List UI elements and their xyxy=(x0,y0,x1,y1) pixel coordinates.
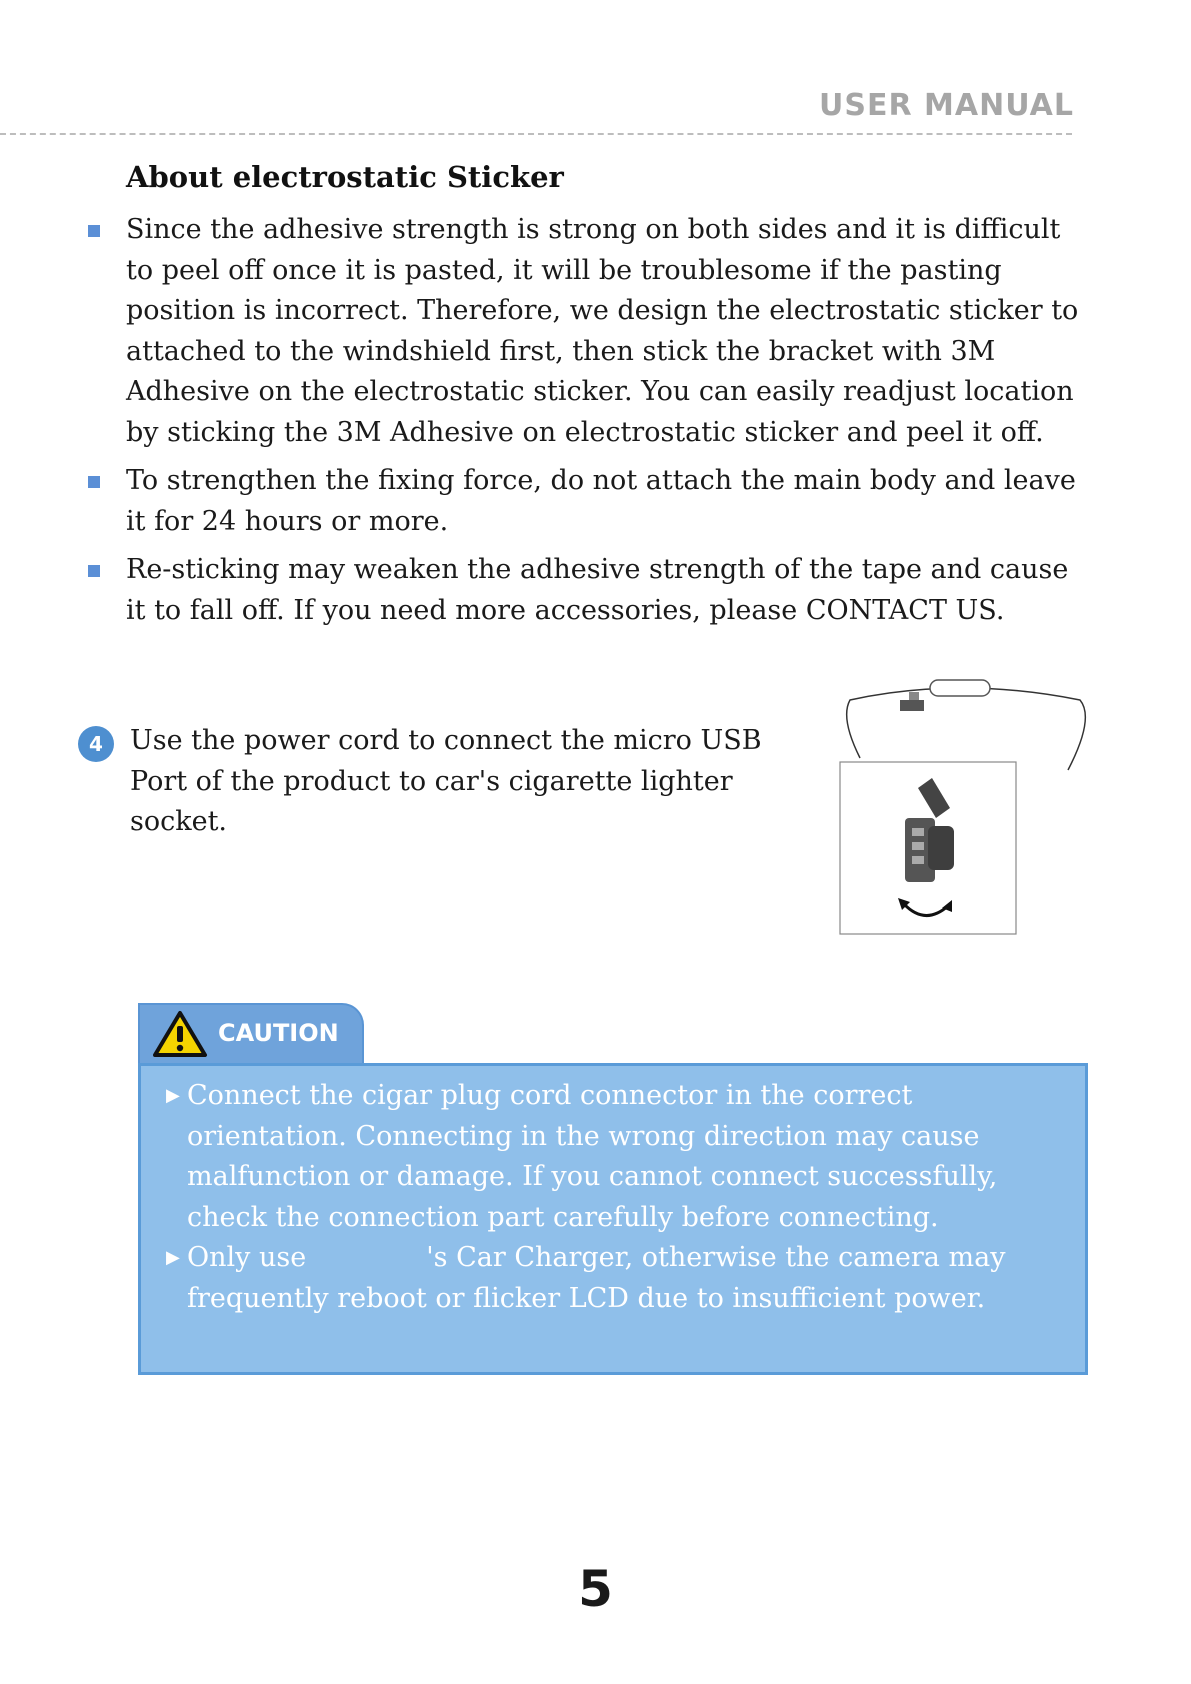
bullet-item xyxy=(86,550,1096,631)
warning-triangle-icon xyxy=(152,1009,208,1063)
square-bullet-icon xyxy=(88,225,100,237)
caution-item xyxy=(141,1238,1071,1319)
caution-item xyxy=(141,1076,1071,1238)
caution-tab xyxy=(138,1003,364,1065)
bullet-item xyxy=(86,210,1096,453)
windshield-camera-icon xyxy=(820,678,1105,938)
triangle-bullet-icon: ▶ xyxy=(166,1085,180,1106)
caution-text: Connect the cigar plug cord connector in the correct orientation. Connecting in the wrong direction may cause malfunction or damage. If you cannot connect successfully, check the connection part carefully before connecting. xyxy=(187,1080,998,1233)
header-title: USER MANUAL xyxy=(819,88,1074,123)
square-bullet-icon xyxy=(88,565,100,577)
caution-text-suffix: 's Car Charger, otherwise the camera may frequently reboot or flicker LCD due to insufficient power. xyxy=(187,1242,1006,1314)
page-number: 5 xyxy=(578,1560,613,1618)
bullet-item xyxy=(86,461,1096,542)
square-bullet-icon xyxy=(88,476,100,488)
step-text: Use the power cord to connect the micro USB Port of the product to car's cigarette lighter socket. xyxy=(130,725,762,837)
bullet-text: Re-sticking may weaken the adhesive strength of the tape and cause it to fall off. If you need more accessories, please CONTACT US. xyxy=(126,554,1069,626)
bullet-text: Since the adhesive strength is strong on both sides and it is difficult to peel off once it is pasted, it will be troublesome if the pasting position is incorrect. Therefore, we design the electrostatic sticker to attached to the windshield first, then stick the bracket with 3M Adhesive on the electrostatic sticker. You can easily readjust location by sticking the 3M Adhesive on electrostatic sticker and peel it off. xyxy=(126,214,1079,448)
section-heading: About electrostatic Sticker xyxy=(126,160,564,194)
bullet-text: To strengthen the fixing force, do not attach the main body and leave it for 24 hours or more. xyxy=(126,465,1076,537)
step-number-badge: 4 xyxy=(78,726,114,762)
sticker-bullet-list xyxy=(86,210,1096,639)
dashcam-install-illustration xyxy=(820,678,1105,938)
triangle-bullet-icon: ▶ xyxy=(166,1247,180,1268)
header-divider xyxy=(0,133,1072,135)
caution-box xyxy=(138,1063,1088,1375)
caution-text-prefix: Only use xyxy=(187,1242,307,1273)
caution-label: CAUTION xyxy=(218,1019,339,1047)
